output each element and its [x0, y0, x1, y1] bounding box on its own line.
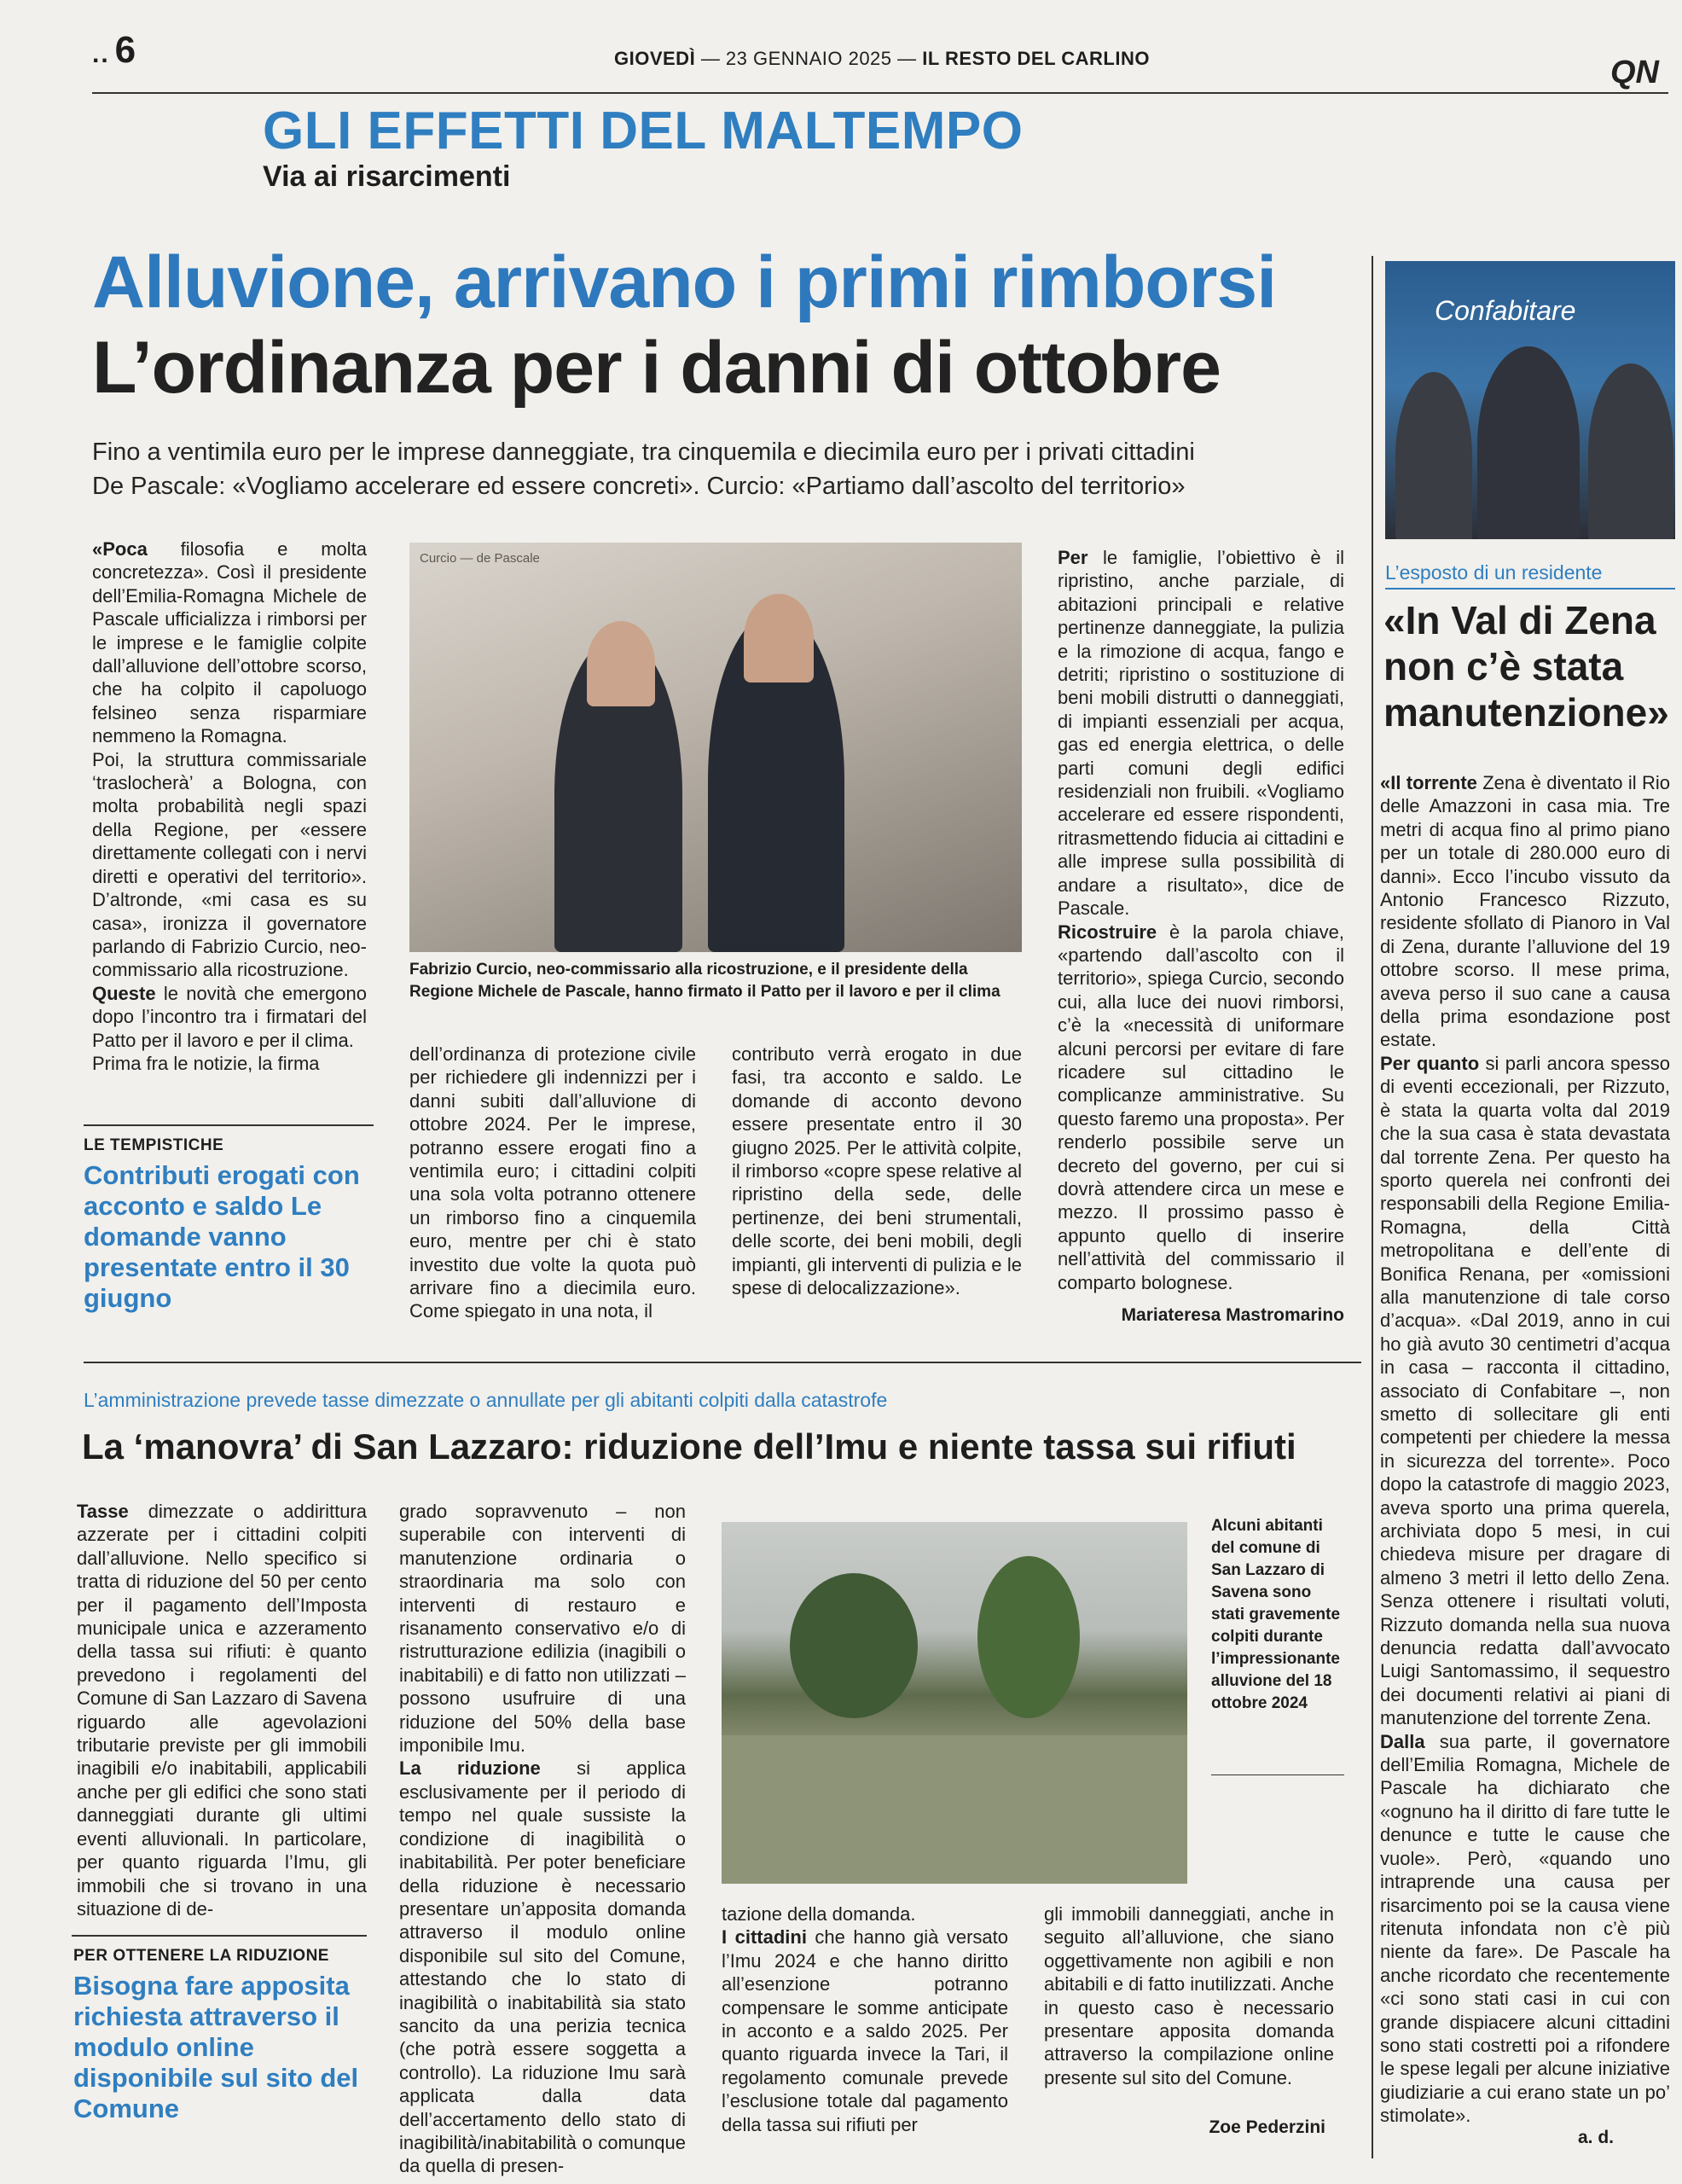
- main-column-3: contributo verrà erogato in due fasi, tra acconto e saldo. Le domande di acconto devono essere presentate entro il 30 giugno 2025. Per le attività colpite, il rimborso «copre spese relative al ripristino della sede, delle pertinenze, dei beni strumentali, delle scorte, dei beni mobili, degli impianti, gli interventi di pulizia e le spese di delocalizzazione».: [732, 1043, 1022, 1299]
- flood-water: [722, 1735, 1187, 1884]
- flood-caption: Alcuni abitanti del comune di San Lazzaro di Savena sono stati gravemente colpiti durante l’impressionante alluvione del 18 ottobre 2024: [1211, 1517, 1341, 1712]
- tempistiche-label: LE TEMPISTICHE: [84, 1136, 224, 1154]
- tempistiche-text: Contributi erogati con acconto e saldo Le domande vanno presentate entro il 30 giugno: [84, 1160, 360, 1313]
- second-column-4: gli immobili danneggiati, anche in seguito all’alluvione, che siano oggettivamente non agibili e non abitabili e di fatto inutilizzati. Anche in questo caso è necessario presentare apposita domanda attraverso la compilazione online presente sul sito del Comune.: [1044, 1903, 1334, 2088]
- main-col1-p2: Poi, la struttura commissariale ‘traslocherà’ a Bologna, con molta probabilità negli spazi della Regione, per «essere direttamente collegati con i nervi diretti e operativi del territorio». D’altronde, «mi casa es su casa», ironizza il governatore parlando di Fabrizio Curcio, neo-commissario alla ricostruzione.: [92, 748, 367, 981]
- main-col4-p1: le famiglie, l’obiettivo è il ripristino, anche parziale, di abitazioni principali e relative pertinenze danneggiate, la pulizia e la rimozione di acqua, fango e detriti; ripristino o sostituzione di beni mobili distrutti o danneggiati, di impianti essenziali per acqua, gas ed energia elettrica, o delle parti comuni degli edifici residenziali non fruibili. «Vogliamo accelerare ed essere rispondenti, ritrasmettendo fiducia ai cittadini e alle imprese sulla possibilità di andare a risultato», dice de Pascale.: [1058, 547, 1344, 920]
- riduzione-label: PER OTTENERE LA RIDUZIONE: [73, 1947, 329, 1965]
- sidebar-person-1: [1395, 372, 1472, 539]
- second-column-2: [399, 1500, 686, 2178]
- masthead-weekday: GIOVEDÌ: [614, 48, 696, 69]
- main-col1-p3: le novità che emergono dopo l’incontro tra i firmatari del Patto per il lavoro e per il clima.: [92, 982, 367, 1051]
- tempistiche-box: [84, 1136, 374, 1314]
- photo-face-right: [744, 594, 814, 682]
- main-column-4: [1058, 546, 1344, 1294]
- main-photo-caption: Fabrizio Curcio, neo-commissario alla ricostruzione, e il presidente della Regione Michele de Pascale, hanno firmato il Patto per il lavoro e per il clima: [409, 961, 1000, 1001]
- sidebar-body: [1380, 771, 1670, 2128]
- photo-face-left: [587, 621, 655, 706]
- second-kicker: L’amministrazione prevede tasse dimezzate o annullate per gli abitanti colpiti dalla catastrofe: [84, 1389, 888, 1411]
- sidebar-p2: si parli ancora spesso di eventi eccezionali, per Rizzuto, è stata la quarta volta dal 2019 che la sua casa è stata devastata dal torrente Zena. Per questo ha sporto querela nei confronti dei responsabili della Regione Emilia-Romagna, della Città metropolitana e dell’ente di Bonifica Renana, per «omissioni alla manutenzione di tale corso d’acqua». «Dal 2019, anno in cui ho già avuto 30 centimetri d’acqua in casa – racconta il cittadino, associato di Confabitare –, non smetto di sollecitare gli enti competenti per chiedere la messa in sicurezza del torrente». Poco dopo la catastrofe di maggio 2023, aveva sporto una prima querela, archiviata dopo 5 mesi, in cui chiedeva misure per dragare di almeno 3 metri il letto dello Zena. Senza ottenere i risultati voluti, Rizzuto domanda nella sua nuova denuncia redatta dall’avvocato Luigi Santomassimo, il sequestro dei documenti relativi ai piani di manutenzione del torrente Zena.: [1380, 1052, 1670, 1729]
- second-col3-p1: tazione della domanda.: [722, 1903, 916, 1925]
- riduzione-text: Bisogna fare apposita richiesta attraverso il modulo online disponibile sul sito del Comune: [73, 1971, 359, 2123]
- second-column-1: [77, 1500, 367, 1920]
- section-subkicker: Via ai risarcimenti: [263, 160, 511, 193]
- sidebar-person-2: [1477, 346, 1580, 539]
- second-col1-lead: Tasse: [77, 1501, 129, 1522]
- sidebar-kicker: L’esposto di un residente: [1385, 561, 1675, 590]
- sidebar-signature: a. d.: [1577, 2128, 1614, 2147]
- main-col1-p4: Prima fra le notizie, la firma: [92, 1052, 320, 1074]
- flood-tree-left: [790, 1573, 918, 1718]
- second-col2-p2: si applica esclusivamente per il periodo di tempo nel quale sussiste la condizione di inagibilità o inabitabilità. Per poter beneficiare della riduzione è necessario presentare un’apposita domanda attraverso il modulo online disponibile sul sito del Comune, attestando che lo stato di inagibilità o inabitabilità sia stato sancito da una perizia tecnica (che potrà essere soggetta a controllo). La riduzione Imu sarà applicata dalla data dell’accertamento dello stato di inagibilità/inabitabilità o comunque da quella di presen-: [399, 1757, 686, 2177]
- second-story-rule: [84, 1362, 1361, 1363]
- box-rule: [84, 1124, 374, 1126]
- flood-caption-rule: [1211, 1774, 1344, 1775]
- second-column-3: [722, 1902, 1008, 2136]
- masthead-line: [614, 48, 1150, 70]
- sidebar-photo-sign: Confabitare: [1435, 295, 1576, 326]
- second-col3-lead: I cittadini: [722, 1926, 807, 1949]
- subhead: [92, 435, 1346, 503]
- qn-logo: QN: [1610, 55, 1659, 90]
- masthead-date: — 23 GENNAIO 2025 —: [700, 48, 917, 69]
- riduzione-box-rule: [72, 1935, 367, 1937]
- sidebar-person-3: [1588, 363, 1673, 539]
- page-number: [92, 29, 136, 72]
- sidebar-lead3: Dalla: [1380, 1730, 1425, 1752]
- second-col3-p2: che hanno già versato l’Imu 2024 e che hanno diritto all’esenzione potranno compensare le somme anticipate in acconto e a saldo 2025. Per quanto riguarda invece la Tari, il regolamento comunale prevede l’esclusione totale dal pagamento della tassa sui rifiuti per: [722, 1926, 1008, 2135]
- main-signature: Mariateresa Mastromarino: [1121, 1305, 1344, 1325]
- sidebar-lead1: «Il torrente: [1380, 772, 1477, 793]
- headline-primary: Alluvione, arrivano i primi rimborsi: [92, 241, 1277, 323]
- second-signature: Zoe Pederzini: [1209, 2117, 1325, 2137]
- page-dots: ..: [92, 40, 110, 68]
- main-col1-lead: «Poca: [92, 538, 148, 560]
- top-rule: [92, 92, 1668, 94]
- second-title: La ‘manovra’ di San Lazzaro: riduzione dell’Imu e niente tassa sui rifiuti: [82, 1426, 1296, 1467]
- sidebar-title: «In Val di Zena non c’è stata manutenzione»: [1383, 598, 1669, 735]
- sidebar-photo: [1385, 261, 1675, 539]
- main-col1-lead2: Queste: [92, 982, 156, 1004]
- second-col2-p1: grado sopravvenuto – non superabile con interventi di manutenzione ordinaria o straordinaria ma solo con interventi di restauro e risanamento conservativo e/o di ristrutturazione edilizia (inagibili o inabitabili) e di fatto non utilizzati – possono usufruire di una riduzione del 50% della base imponibile Imu.: [399, 1501, 686, 1757]
- main-col4-lead2: Ricostruire: [1058, 921, 1157, 943]
- sidebar-lead2: Per quanto: [1380, 1052, 1480, 1074]
- subhead-line-2: De Pascale: «Vogliamo accelerare ed essere concreti». Curcio: «Partiamo dall’ascolto del territorio»: [92, 473, 1186, 500]
- main-photo-label: Curcio — de Pascale: [420, 551, 540, 566]
- flood-photo: [722, 1522, 1187, 1884]
- main-column-1: [92, 537, 367, 1075]
- main-col1-p1: filosofia e molta concretezza». Così il presidente dell’Emilia-Romagna Michele de Pascale ufficializza i rimborsi per le imprese e le famiglie colpite dall’alluvione dell’ottobre scorso, che ha colpito il capoluogo felsineo senza risparmiare nemmeno la Romagna.: [92, 538, 367, 747]
- second-col1-p1: dimezzate o addirittura azzerate per i cittadini colpiti dall’alluvione. Nello specifico si tratta di riduzione del 50 per cento per il pagamento dell’Imposta municipale unica e azzeramento della tassa sui rifiuti: è quanto prevedono i regolamenti del Comune di San Lazzaro di Savena riguardo alle agevolazioni tributarie previste per gli immobili inagibili e/o inabitabili, applicabili anche per gli edifici che sono stati danneggiati durante gli ultimi eventi alluvionali. In particolare, per quanto riguarda l’Imu, gli immobili che si trovano in una situazione di de-: [77, 1501, 367, 1920]
- sidebar-p3: sua parte, il governatore dell’Emilia Romagna, Michele de Pascale ha dichiarato che «ognuno ha il diritto di fare tutte le denunce e tutte le cause che vuole». Però, «quando uno intraprende una causa per risarcimento poi se la causa viene ritenuta infondata non c’è più niente da fare». De Pascale ha anche ricordato che recentemente «ci sono stati casi in cui con grande dispiacere alcuni cittadini sono stati costretti poi a rifondere le spese legali per alcune iniziative giudiziarie a cui erano state un po’ stimolate».: [1380, 1730, 1670, 2127]
- main-col4-lead: Per: [1058, 547, 1088, 568]
- section-kicker: GLI EFFETTI DEL MALTEMPO: [263, 102, 1024, 160]
- second-col2-lead: La riduzione: [399, 1757, 541, 1780]
- masthead-paper: IL RESTO DEL CARLINO: [922, 48, 1150, 69]
- riduzione-box: [73, 1947, 367, 2124]
- main-column-2: dell’ordinanza di protezione civile per richiedere gli indennizzi per i danni subiti dall’alluvione di ottobre 2024. Per le imprese, potranno essere erogati fino a ventimila euro; i cittadini colpiti una sola volta potranno ottenere un rimborso fino a cinquemila euro, mentre per chi è stato investito due volte la quota può arrivare fino a diecimila euro. Come spiegato in una nota, il: [409, 1043, 696, 1322]
- main-col4-p2: è la parola chiave, «partendo dall’ascolto con il territorio», spiega Curcio, secondo cui, alla luce dei nuovi rimborsi, c’è la «necessità di uniformare alcuni percorsi per evitare di fare ricadere sul cittadino le complicanze amministrative. Su questo faremo una proposta». Per renderlo possibile serve un decreto del governo, per cui si dovrà attendere circa un mese e mezzo. Il prossimo passo è appunto quello di inserire nell’attività del commissario il comparto bolognese.: [1058, 921, 1344, 1293]
- sidebar-p1: Zena è diventato il Rio delle Amazzoni in casa mia. Tre metri di acqua fino al primo piano per un totale di 280.000 euro di danni». Ecco l’incubo vissuto da Antonio Francesco Rizzuto, residente sfollato di Pianoro in Val di Zena, durante l’alluvione del 19 ottobre scorso. Il mese prima, aveva perso il suo cane a causa della prima esondazione post estate.: [1380, 772, 1670, 1051]
- subhead-line-1: Fino a ventimila euro per le imprese danneggiate, tra cinquemila e diecimila euro per i privati cittadini: [92, 439, 1195, 466]
- sidebar-divider: [1372, 256, 1373, 2158]
- flood-tree-right: [977, 1556, 1080, 1718]
- main-photo: [409, 543, 1022, 952]
- headline-secondary: L’ordinanza per i danni di ottobre: [92, 327, 1221, 409]
- page-number-value: 6: [114, 29, 136, 71]
